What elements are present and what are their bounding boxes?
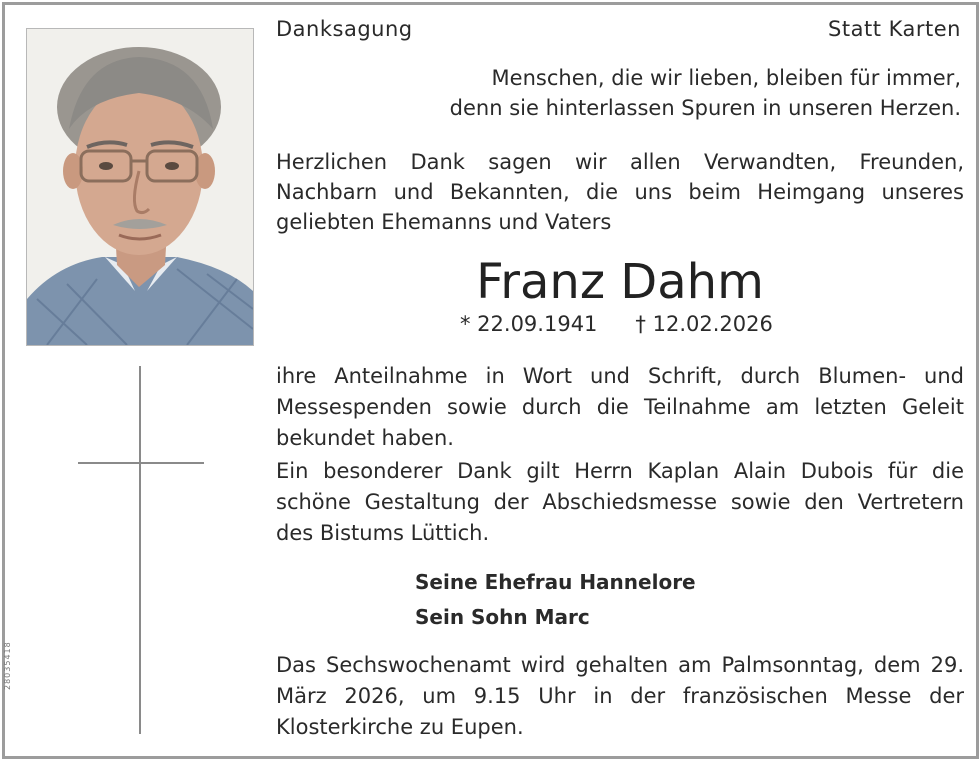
- portrait-photo: [26, 28, 254, 346]
- cross-vertical-bar: [139, 366, 141, 734]
- life-dates: [460, 310, 773, 338]
- quote-line-2: denn sie hinterlassen Spuren in unseren Herzen.: [449, 96, 961, 120]
- heading-statt-karten: Statt Karten: [828, 17, 961, 41]
- quote-line-1: Menschen, die wir lieben, bleiben für immer,: [491, 66, 961, 90]
- portrait-illustration: [27, 29, 253, 345]
- deceased-name: Franz Dahm: [476, 254, 764, 310]
- death-date: † 12.02.2026: [635, 312, 773, 336]
- body-paragraph-2: Ein besonderer Dank gilt Herrn Kaplan Alain Dubois für die schöne Gestaltung der Abschiedsmesse sowie den Vertretern des Bistums Lüttich.: [276, 459, 964, 545]
- signature-son: Sein Sohn Marc: [415, 605, 590, 629]
- quote: [361, 63, 961, 123]
- birth-date: * 22.09.1941: [460, 312, 598, 336]
- intro-paragraph: Herzlichen Dank sagen wir allen Verwandten, Freunden, Nachbarn und Bekannten, die uns beim Heimgang unseres geliebten Ehemanns und Vaters: [276, 150, 964, 234]
- cross-horizontal-bar: [78, 462, 204, 464]
- closing-paragraph: Das Sechswochenamt wird gehalten am Palmsonntag, dem 29. März 2026, um 9.15 Uhr in der französischen Messe der Klosterkirche zu Eupen.: [276, 653, 964, 739]
- margin-code: 28035418: [3, 641, 12, 690]
- signature-wife: Seine Ehefrau Hannelore: [415, 570, 696, 594]
- heading-danksagung: Danksagung: [276, 17, 413, 41]
- body-paragraph-1: ihre Anteilnahme in Wort und Schrift, durch Blumen- und Messespenden sowie durch die Teilnahme am letzten Geleit bekundet haben.: [276, 364, 964, 450]
